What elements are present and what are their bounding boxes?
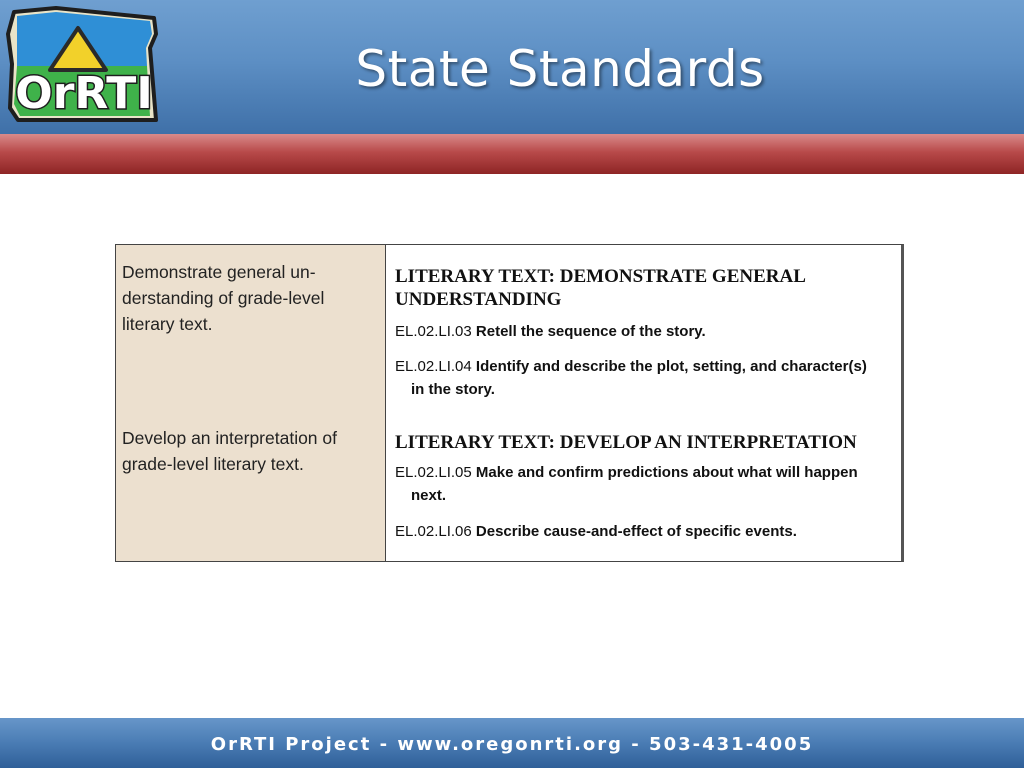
logo-text: OrRTI [15,68,153,119]
ortti-logo [4,4,164,124]
standard-item [395,461,881,507]
footer-text: OrRTI Project - www.oregonrti.org - 503-431-4005 [210,734,814,755]
standard-code: EL.02.LI.05 [395,464,472,481]
accent-band [0,134,1024,174]
goal-understanding: Demonstrate general un-derstanding of grade-level literary text. [122,262,325,334]
standards-column [386,245,901,561]
standard-desc: Make and confirm predictions about what will happen next. [411,464,858,504]
standard-desc: Retell the sequence of the story. [475,323,706,340]
standard-desc: Identify and describe the plot, setting, and character(s) in the story. [411,358,867,398]
goal-interpretation: Develop an interpretation of grade-level literary text. [122,428,337,474]
page-title: State Standards [355,40,765,98]
section-heading-interpretation: LITERARY TEXT: DEVELOP AN INTERPRETATION [395,432,857,453]
standard-code: EL.02.LI.03 [395,323,472,340]
goals-column [116,245,386,561]
standard-item [395,355,881,401]
standard-code: EL.02.LI.04 [395,358,472,375]
standard-item [395,520,881,543]
standard-code: EL.02.LI.06 [395,523,472,540]
standard-item [395,320,881,343]
standards-table [115,244,904,562]
footer-band [0,718,1024,768]
standard-desc: Describe cause-and-effect of specific events. [475,523,797,540]
section-heading-understanding: LITERARY TEXT: DEMONSTRATE GENERAL UNDERSTANDING [395,266,805,310]
